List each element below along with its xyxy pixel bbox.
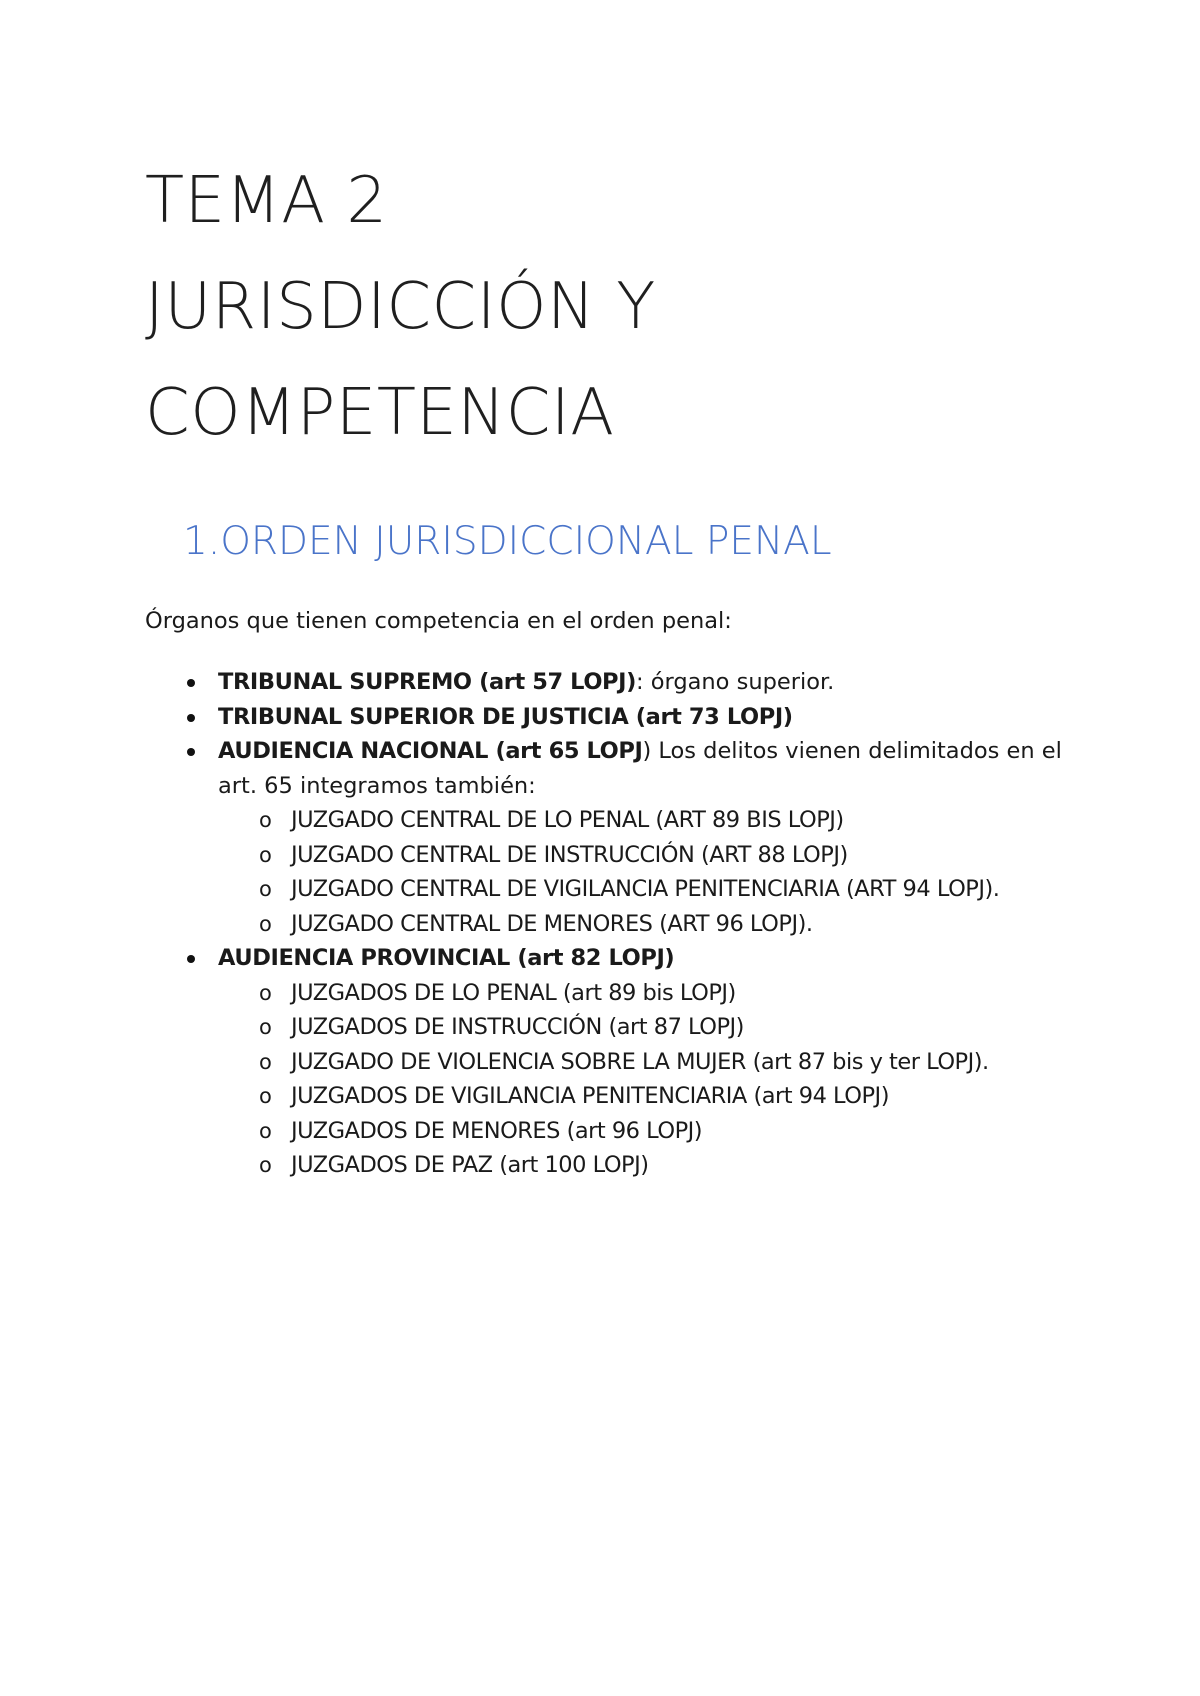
sub-list-item-text: JUZGADOS DE PAZ (art 100 LOPJ) bbox=[291, 1152, 649, 1178]
sub-list-item bbox=[218, 907, 1075, 942]
hollow-circle-bullet-icon: o bbox=[259, 1118, 272, 1143]
sub-list-item-text: JUZGADOS DE INSTRUCCIÓN (art 87 LOPJ) bbox=[291, 1014, 744, 1040]
hollow-circle-bullet-icon: o bbox=[259, 877, 272, 901]
hollow-circle-bullet-icon: o bbox=[259, 1084, 272, 1108]
organ-list bbox=[145, 665, 1075, 1183]
title-line: COMPETENCIA bbox=[145, 376, 615, 450]
hollow-circle-bullet-icon: o bbox=[259, 808, 272, 832]
sub-list-item bbox=[218, 803, 1075, 838]
list-item bbox=[145, 665, 1075, 700]
filled-circle-bullet-icon bbox=[187, 955, 195, 963]
hollow-circle-bullet-icon: o bbox=[259, 1049, 272, 1074]
sub-list-item-text: JUZGADO CENTRAL DE INSTRUCCIÓN (ART 88 LOPJ) bbox=[291, 841, 848, 868]
sub-list-item-text: JUZGADOS DE LO PENAL (art 89 bis LOPJ) bbox=[291, 979, 736, 1006]
list-item-bold: TRIBUNAL SUPERIOR DE JUSTICIA (art 73 LOPJ) bbox=[218, 703, 793, 730]
sub-list-item bbox=[218, 1079, 1075, 1114]
sub-list-item bbox=[218, 1045, 1075, 1080]
intro-paragraph: Órganos que tienen competencia en el orden penal: bbox=[145, 608, 732, 634]
hollow-circle-bullet-icon: o bbox=[259, 1015, 272, 1039]
list-item-text: ) Los delitos vienen delimitados en el art. 65 integramos también: bbox=[218, 738, 1062, 799]
sub-list-item bbox=[218, 838, 1075, 873]
sub-list-item-text: JUZGADO DE VIOLENCIA SOBRE LA MUJER (art 87 bis y ter LOPJ). bbox=[291, 1048, 989, 1075]
sub-list-item bbox=[218, 1114, 1075, 1149]
list-item-bold: AUDIENCIA PROVINCIAL (art 82 LOPJ) bbox=[218, 945, 675, 971]
hollow-circle-bullet-icon: o bbox=[259, 842, 272, 867]
sub-list bbox=[218, 803, 1075, 941]
hollow-circle-bullet-icon: o bbox=[259, 1153, 272, 1177]
sub-list-item bbox=[218, 1148, 1075, 1183]
sub-list-item-text: JUZGADOS DE MENORES (art 96 LOPJ) bbox=[291, 1117, 703, 1144]
list-item-bold: AUDIENCIA NACIONAL (art 65 LOPJ bbox=[218, 738, 643, 764]
hollow-circle-bullet-icon: o bbox=[259, 980, 272, 1005]
title-line: JURISDICCIÓN Y bbox=[145, 270, 656, 344]
filled-circle-bullet-icon bbox=[187, 714, 195, 722]
section-heading: 1.ORDEN JURISDICCIONAL PENAL bbox=[183, 519, 832, 564]
list-item bbox=[145, 734, 1075, 941]
filled-circle-bullet-icon bbox=[187, 679, 195, 687]
sub-list-item-text: JUZGADO CENTRAL DE LO PENAL (ART 89 BIS LOPJ) bbox=[291, 807, 844, 833]
sub-list-item bbox=[218, 872, 1075, 907]
list-item-bold: TRIBUNAL SUPREMO (art 57 LOPJ) bbox=[218, 669, 636, 695]
title-line: TEMA 2 bbox=[145, 164, 388, 238]
sub-list-item-text: JUZGADOS DE VIGILANCIA PENITENCIARIA (art 94 LOPJ) bbox=[291, 1083, 889, 1109]
sub-list-item-text: JUZGADO CENTRAL DE MENORES (ART 96 LOPJ). bbox=[291, 910, 813, 937]
list-item bbox=[145, 700, 1075, 735]
document-title bbox=[145, 148, 656, 466]
sub-list-item-text: JUZGADO CENTRAL DE VIGILANCIA PENITENCIARIA (ART 94 LOPJ). bbox=[291, 876, 1000, 902]
sub-list-item bbox=[218, 1010, 1075, 1045]
filled-circle-bullet-icon bbox=[187, 748, 195, 756]
list-item-text: : órgano superior. bbox=[636, 669, 835, 695]
hollow-circle-bullet-icon: o bbox=[259, 911, 272, 936]
sub-list-item bbox=[218, 976, 1075, 1011]
list-item bbox=[145, 941, 1075, 1183]
sub-list bbox=[218, 976, 1075, 1183]
